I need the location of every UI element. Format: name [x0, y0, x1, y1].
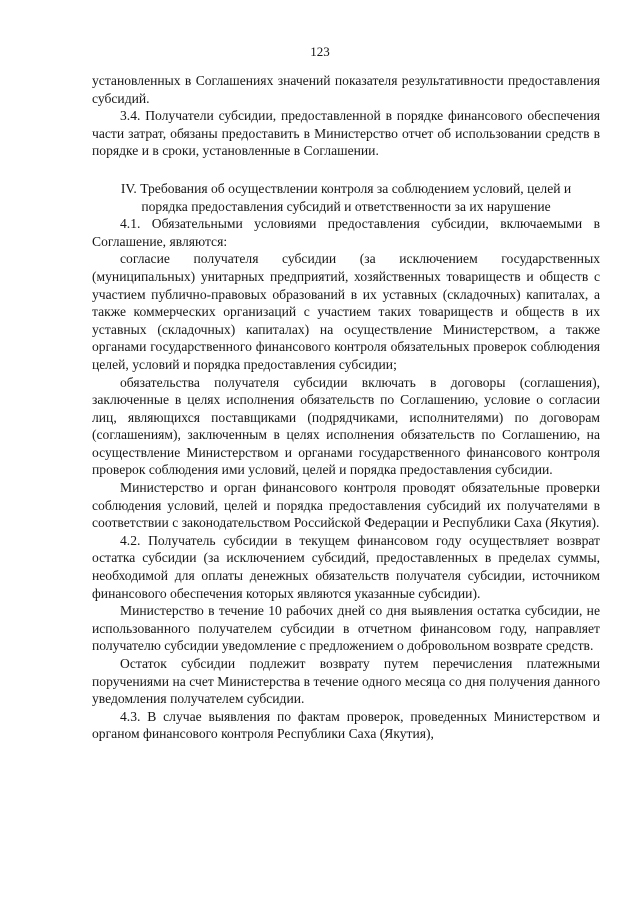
paragraph-obligations: обязательства получателя субсидии включать в договоры (соглашения), заключенные в целях исполнения обязательств по Соглашению, условие о согласии лиц, являющихся поставщиками (подрядчиками, исполнителями) по договорам (соглашениям), заключенным в целях исполнения обязательств по Соглашению, на осуществление Министерством и органами государственного финансового контроля проверок соблюдения ими условий, целей и порядка предоставления субсидии. [92, 374, 600, 478]
page-number: 123 [310, 44, 330, 59]
paragraph-return: Остаток субсидии подлежит возврату путем перечисления платежными поручениями на счет Министерства в течение одного месяца со дня получения данного уведомления получателем субсидии. [92, 656, 600, 707]
paragraph-4-1: 4.1. Обязательными условиями предоставления субсидии, включаемыми в Соглашение, являются: [92, 216, 600, 249]
paragraph-checks: Министерство и орган финансового контроля проводят обязательные проверки соблюдения условий, целей и порядка предоставления субсидий их получателями в соответствии с законодательством Российской Федерации и Республики Саха (Якутия). [92, 480, 600, 531]
paragraph-3-4: 3.4. Получатели субсидии, предоставленной в порядке финансового обеспечения части затрат, обязаны предоставить в Министерство отчет об использовании средств в порядке и в сроки, установленные в Соглашении. [92, 108, 600, 159]
paragraph-notice: Министерство в течение 10 рабочих дней со дня выявления остатка субсидии, не использованного получателем субсидии в отчетном финансовом году, направляет получателю субсидии уведомление с предложением о добровольном возврате средств. [92, 603, 600, 654]
paragraph-consent: согласие получателя субсидии (за исключением государственных (муниципальных) унитарных предприятий, хозяйственных товариществ и обществ с участием публично-правовых образований в их уставных (складочных) капиталах, а также коммерческих организаций с участием таких товариществ и обществ в их уставных (складочных) капиталах) на осуществление Министерством, а также органами государственного финансового контроля обязательных проверок соблюдения целей, условий и порядка предоставления субсидии; [92, 251, 600, 372]
paragraph-4-2: 4.2. Получатель субсидии в текущем финансовом году осуществляет возврат остатка субсидии (за исключением субсидий, предоставленных в пределах суммы, необходимой для оплаты денежных обязательств получателя субсидии, источником финансового обеспечения которых являются указанные субсидии). [92, 532, 600, 601]
section-heading: IV. Требования об осуществлении контроля за соблюдением условий, целей и порядка предоставления субсидий и ответственности за их нарушение [120, 180, 572, 214]
document-body [92, 72, 600, 743]
paragraph-continuation: установленных в Соглашениях значений показателя результативности предоставления субсидий. [92, 73, 600, 106]
paragraph-4-3: 4.3. В случае выявления по фактам проверок, проведенных Министерством и органом финансового контроля Республики Саха (Якутия), [92, 708, 600, 742]
